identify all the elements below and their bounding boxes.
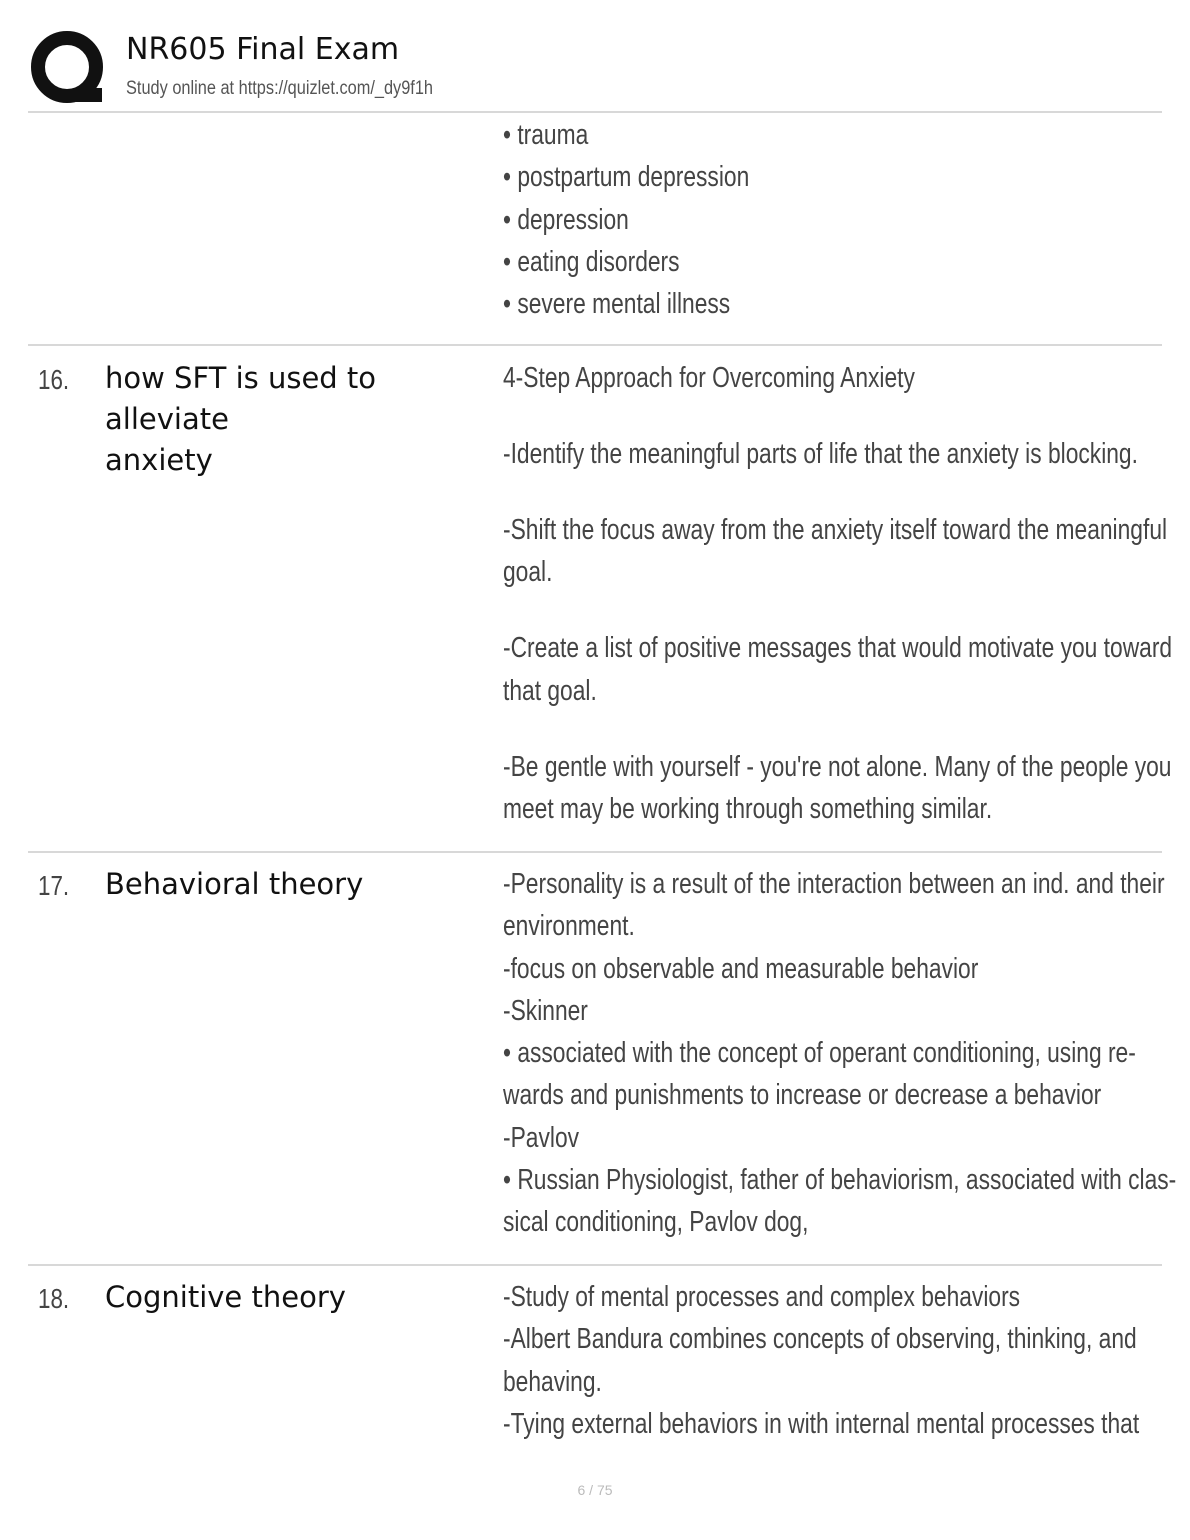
continued-answer <box>503 114 1111 325</box>
list-item: • eating disorders <box>503 245 680 278</box>
definition-line: -Identify the meaningful parts of life that the anxiety is blocking. <box>503 437 1138 470</box>
card-term <box>105 864 505 905</box>
definition-line: -Shift the focus away from the anxiety itself toward the meaningful <box>503 513 1168 546</box>
study-online-link[interactable]: Study online at https://quizlet.com/_dy9f1h <box>126 78 434 99</box>
definition-line: -Tying external behaviors in with internal mental processes that <box>503 1407 1140 1440</box>
definition-line: behaving. <box>503 1365 602 1398</box>
quizlet-logo-icon <box>30 30 108 108</box>
list-item: • severe mental illness <box>503 288 731 321</box>
definition-line: environment. <box>503 910 635 943</box>
definition-line: wards and punishments to increase or decrease a behavior <box>503 1079 1102 1112</box>
definition-line: 4-Step Approach for Overcoming Anxiety <box>503 362 915 394</box>
card-term <box>105 358 505 481</box>
term-line: how SFT is used to alleviate <box>105 361 377 436</box>
definition-line: -Pavlov <box>503 1121 580 1154</box>
definition-line: -Personality is a result of the interaction between an ind. and their <box>503 868 1165 900</box>
page-number: 6 / 75 <box>577 1482 613 1498</box>
definition-line: • Russian Physiologist, father of behaviorism, associated with clas- <box>503 1164 1177 1197</box>
card-divider <box>28 344 1162 346</box>
definition-line: -Create a list of positive messages that would motivate you toward <box>503 632 1173 665</box>
card-term <box>105 1277 505 1318</box>
list-item: • depression <box>503 203 629 236</box>
term-line: Cognitive theory <box>105 1280 346 1314</box>
list-item: • postpartum depression <box>503 161 750 194</box>
definition-line: -Study of mental processes and complex behaviors <box>503 1281 1021 1313</box>
list-item: • trauma <box>503 119 589 151</box>
card-number: 17. <box>38 870 70 901</box>
card-number: 18. <box>38 1283 70 1314</box>
definition-line: -Skinner <box>503 994 588 1027</box>
definition-line: -focus on observable and measurable behavior <box>503 952 979 985</box>
card-number: 16. <box>38 364 70 395</box>
card-definition <box>503 1276 1140 1445</box>
card-divider <box>28 1264 1162 1266</box>
definition-line: -Be gentle with yourself - you're not alone. Many of the people you <box>503 750 1172 783</box>
term-line: anxiety <box>105 443 213 477</box>
definition-line: goal. <box>503 556 553 589</box>
card-definition <box>503 357 1173 830</box>
definition-line: meet may be working through something similar. <box>503 792 993 825</box>
definition-line: -Albert Bandura combines concepts of observing, thinking, and <box>503 1323 1137 1356</box>
term-line: Behavioral theory <box>105 867 364 901</box>
page-title: NR605 Final Exam <box>126 32 400 67</box>
header-divider <box>28 111 1162 113</box>
card-definition <box>503 863 1177 1244</box>
definition-line: that goal. <box>503 674 597 707</box>
definition-line: • associated with the concept of operant conditioning, using re- <box>503 1037 1136 1070</box>
definition-line: sical conditioning, Pavlov dog, <box>503 1206 809 1239</box>
card-divider <box>28 851 1162 853</box>
